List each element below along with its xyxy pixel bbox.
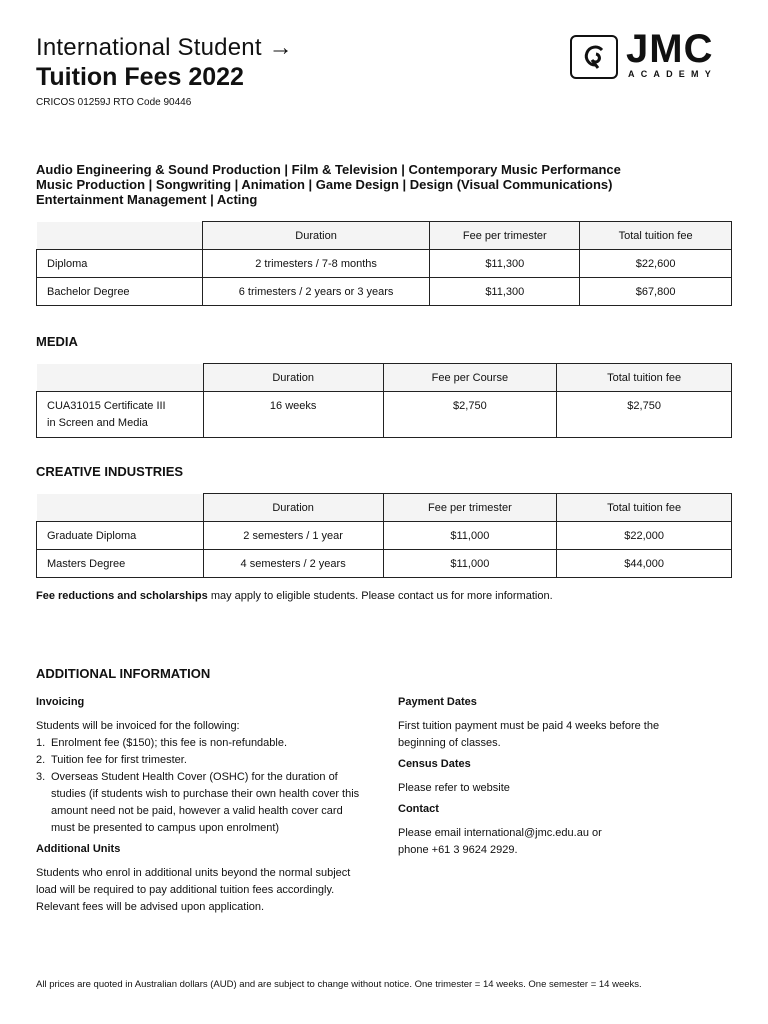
contact-heading: Contact [398,803,439,815]
list-number: 2. [36,754,46,766]
column-header: Duration [202,222,430,250]
program-line: Audio Engineering & Sound Production | Film & Television | Contemporary Music Performance [36,162,621,177]
list-item [36,752,366,769]
course-duration: 16 weeks [203,392,383,438]
course-fee: $11,300 [430,278,580,306]
table-header-row [37,494,732,522]
course-name-line: CUA31015 Certificate III [47,400,166,412]
logo-subtitle: ACADEMY [628,69,717,79]
course-name: Diploma [37,250,203,278]
course-name [37,392,204,438]
course-fee: $11,000 [383,550,557,578]
table-row [37,250,732,278]
course-total: $22,600 [580,250,732,278]
column-header: Total tuition fee [557,364,732,392]
additional-units-text: Students who enrol in additional units beyond the normal subject load will be required to pay additional tuition fees accordingly. Relevant fees will be advised upon application. [36,867,351,913]
program-line: Entertainment Management | Acting [36,192,258,207]
list-number: 1. [36,737,46,749]
course-fee: $2,750 [383,392,557,438]
column-header: Total tuition fee [557,494,732,522]
course-duration: 4 semesters / 2 years [203,550,383,578]
payment-dates-text: First tuition payment must be paid 4 weeks before the beginning of classes. [398,720,660,749]
main-fees-table [36,221,732,306]
table-row [37,278,732,306]
payment-dates-heading: Payment Dates [398,696,477,708]
logo-letters: JMC [626,27,714,71]
invoicing-intro: Students will be invoiced for the following: [36,720,240,732]
list-item [36,769,366,837]
course-name: Masters Degree [37,550,204,578]
list-item [36,735,366,752]
program-list [36,162,621,207]
additional-info-title: ADDITIONAL INFORMATION [36,666,211,681]
table-corner [37,222,203,250]
program-line: Music Production | Songwriting | Animation | Game Design | Design (Visual Communications) [36,177,613,192]
contact-email-line: Please email international@jmc.edu.au or [398,827,602,839]
census-dates-text: Please refer to website [398,782,510,794]
invoicing-list [36,735,366,837]
page-title-line2: Tuition Fees 2022 [36,63,244,91]
course-fee: $11,000 [383,522,557,550]
list-number: 3. [36,771,46,783]
jmc-academy-logo [570,27,734,81]
table-row [37,550,732,578]
creative-section-title: CREATIVE INDUSTRIES [36,464,184,479]
table-corner [37,494,204,522]
list-text: Enrolment fee ($150); this fee is non-refundable. [51,737,288,749]
contact-phone-line: phone +61 3 9624 2929. [398,844,518,856]
page-title-line1: International Student → [36,34,293,61]
registration-codes: CRICOS 01259J RTO Code 90446 [36,97,192,108]
column-header: Fee per trimester [383,494,557,522]
course-duration: 6 trimesters / 2 years or 3 years [202,278,430,306]
list-text: Overseas Student Health Cover (OSHC) for the duration of studies (if students wish to purchase their own health cover this amount need not be paid, however a valid health cover card must be presented to campus upon enrolment) [51,771,360,834]
table-header-row [37,364,732,392]
column-header: Duration [203,364,383,392]
census-dates-heading: Census Dates [398,758,471,770]
column-header: Fee per trimester [430,222,580,250]
column-header: Total tuition fee [580,222,732,250]
additional-units-heading: Additional Units [36,843,121,855]
footer-disclaimer: All prices are quoted in Australian dollars (AUD) and are subject to change without notice. One trimester = 14 weeks. One semester = 14 weeks. [36,979,642,990]
jmc-ear-logo-icon [570,35,618,79]
course-name-line: in Screen and Media [47,417,148,429]
column-header: Fee per Course [383,364,557,392]
scholarship-note [36,589,553,603]
table-row [37,522,732,550]
table-corner [37,364,204,392]
additional-info-right-column [398,695,698,859]
media-section-title: MEDIA [36,334,78,349]
course-name: Bachelor Degree [37,278,203,306]
media-fees-table [36,363,732,438]
column-header: Duration [203,494,383,522]
course-duration: 2 semesters / 1 year [203,522,383,550]
course-duration: 2 trimesters / 7-8 months [202,250,430,278]
creative-fees-table [36,493,732,578]
invoicing-heading: Invoicing [36,696,85,708]
course-fee: $11,300 [430,250,580,278]
course-total: $22,000 [557,522,732,550]
course-total: $67,800 [580,278,732,306]
course-total: $44,000 [557,550,732,578]
course-total: $2,750 [557,392,732,438]
course-name: Graduate Diploma [37,522,204,550]
note-text: may apply to eligible students. Please contact us for more information. [207,590,553,602]
table-header-row [37,222,732,250]
additional-info-left-column [36,695,366,916]
note-bold: Fee reductions and scholarships [36,590,208,602]
table-row [37,392,732,438]
list-text: Tuition fee for first trimester. [51,754,187,766]
